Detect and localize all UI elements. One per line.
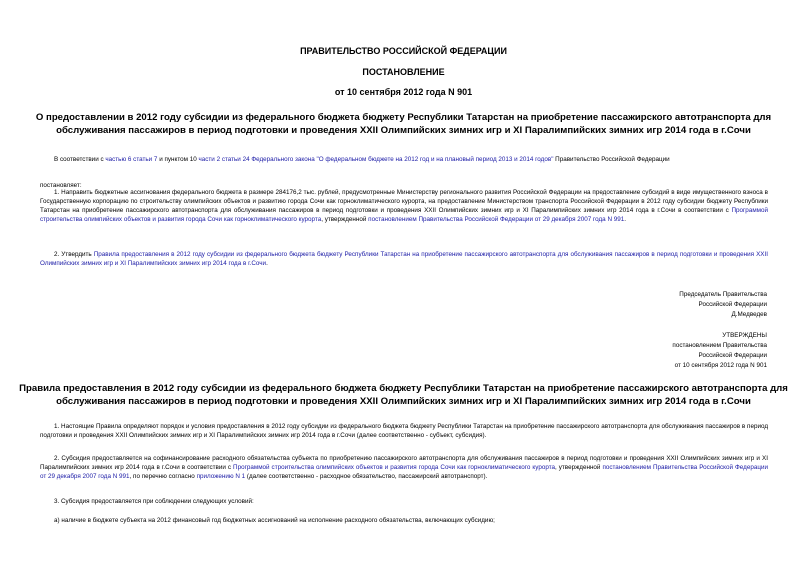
item-2: 2. Утвердить Правила предоставления в 2012 году субсидии из федерального бюджета бюджету Республики Татарстан на приобретение пассажирского автотранспорта для обслуживания пассажиров в период подготовки и проведения XXII Олимпийских зимних игр и XI Паралимпийских зимних игр 2014 года в г.Сочи. [40, 251, 768, 267]
approval-by: постановлением Правительства [672, 342, 767, 349]
rule-3: 3. Субсидия предоставляется при соблюдении следующих условий: [54, 498, 254, 505]
document-title [0, 111, 807, 137]
government-name: ПРАВИТЕЛЬСТВО РОССИЙСКОЙ ФЕДЕРАЦИИ [300, 46, 507, 56]
rules-title [0, 382, 807, 408]
link-rules[interactable]: Правила предоставления в 2012 году субсидии из федерального бюджета бюджету Республики Татарстан на приобретение пассажирского автотранспорта для обслуживания пассажиров в период подготовки и проведения XXII Олимпийских зимних игр и XI Паралимпийских зимних игр 2014 года в г.Сочи [40, 251, 768, 267]
preamble: В соответствии с частью 6 статьи 7 и пунктом 10 части 2 статьи 24 Федерального закона "О федеральном бюджете на 2012 год и на плановый период 2013 и 2014 годов" Правительство Российской Федерации [54, 156, 670, 163]
rule-3a: а) наличие в бюджете субъекта на 2012 финансовый год бюджетных ассигнований на исполнение расходного обязательства, включающих субсидию; [54, 517, 495, 524]
signature-position-1: Председатель Правительства [679, 291, 767, 298]
link-resolution-991-2[interactable]: постановлением Правительства Российской Федерации от 29 декабря 2007 года N 991 [40, 464, 768, 480]
link-olympic-program-2[interactable]: Программой строительства олимпийских объектов и развития города Сочи как горноклиматического курорта [233, 464, 556, 471]
link-olympic-program[interactable]: Программой строительства олимпийских объектов и развития города Сочи как горноклиматического курорта [40, 207, 768, 223]
approval-date: от 10 сентября 2012 года N 901 [674, 362, 767, 369]
rule-1: 1. Настоящие Правила определяют порядок и условия предоставления в 2012 году субсидии из федерального бюджета бюджету Республики Татарстан на приобретение пассажирского автотранспорта для обслуживания пассажиров в период подготовки и проведения XXII Олимпийских зимних игр и XI Паралимпийских зимних игр 2014 года в г.Сочи (далее соответственно - субъект, субсидия). [40, 423, 768, 439]
title-line-2: обслуживания пассажиров в период подготовки и проведения XXII Олимпийских зимних игр и XI Паралимпийских зимних игр 2014 года в г.Сочи [56, 125, 751, 136]
link-resolution-991[interactable]: постановлением Правительства Российской Федерации от 29 декабря 2007 года N 991 [368, 216, 625, 223]
link-part6-article7[interactable]: частью 6 статьи 7 [105, 156, 158, 163]
link-appendix-1[interactable]: приложению N 1 [196, 473, 246, 480]
rules-title-line-1: Правила предоставления в 2012 году субсидии из федерального бюджета бюджету Республики Татарстан на приобретение пассажирского автотранспорта для [19, 383, 788, 394]
approval-block [672, 331, 767, 371]
title-line-1: О предоставлении в 2012 году субсидии из федерального бюджета бюджету Республики Татарстан на приобретение пассажирского автотранспорта для [35, 112, 772, 123]
signature-block [679, 290, 767, 320]
rules-title-line-2: обслуживания пассажиров в период подготовки и проведения XXII Олимпийских зимних игр и XI Паралимпийских зимних игр 2014 года в г.Сочи [56, 396, 751, 407]
document-date-number: от 10 сентября 2012 года N 901 [334, 87, 473, 97]
link-part2-article24[interactable]: части 2 статьи 24 [198, 156, 250, 163]
item-1: 1. Направить бюджетные ассигнования федерального бюджета в размере 284176,2 тыс. рублей, предусмотренные Министерству регионального развития Российской Федерации на предоставление субсидий в виде имущественного взноса в Государственную корпорацию по строительству олимпийских объектов и развитию города Сочи как горноклиматического курорта, на предоставление Министерством транспорта Российской Федерации в 2012 году субсидии бюджету Республики Татарстан на приобретение пассажирского автотранспорта для обслуживания пассажиров в период подготовки и проведения XXII Олимпийских зимних игр и XI Паралимпийских зимних игр 2014 года в г.Сочи в соответствии с Программой строительства олимпийских объектов и развития города Сочи как горноклиматического курорта, утвержденной постановлением Правительства Российской Федерации от 29 декабря 2007 года N 991. [40, 189, 768, 223]
approval-country: Российской Федерации [698, 352, 767, 359]
resolves-text: постановляет: [40, 182, 82, 189]
document-type: ПОСТАНОВЛЕНИЕ [362, 67, 445, 77]
rule-2: 2. Субсидия предоставляется на софинансирование расходного обязательства субъекта по приобретению пассажирского автотранспорта для обслуживания пассажиров в период подготовки и проведения XXII Олимпийских зимних игр и XI Паралимпийских зимних игр 2014 года в г.Сочи в соответствии с Программой строительства олимпийских объектов и развития города Сочи как горноклиматического курорта, утвержденной постановлением Правительства Российской Федерации от 29 декабря 2007 года N 991, по перечню согласно приложению N 1 (далее соответственно - расходное обязательство, пассажирский автотранспорт). [40, 455, 768, 480]
signature-position-2: Российской Федерации [698, 301, 767, 308]
link-federal-budget-law[interactable]: Федерального закона "О федеральном бюджете на 2012 год и на плановый период 2013 и 2014 годов" [251, 156, 554, 163]
approval-approved: УТВЕРЖДЕНЫ [722, 332, 767, 339]
signature-name: Д.Медведев [731, 311, 767, 318]
